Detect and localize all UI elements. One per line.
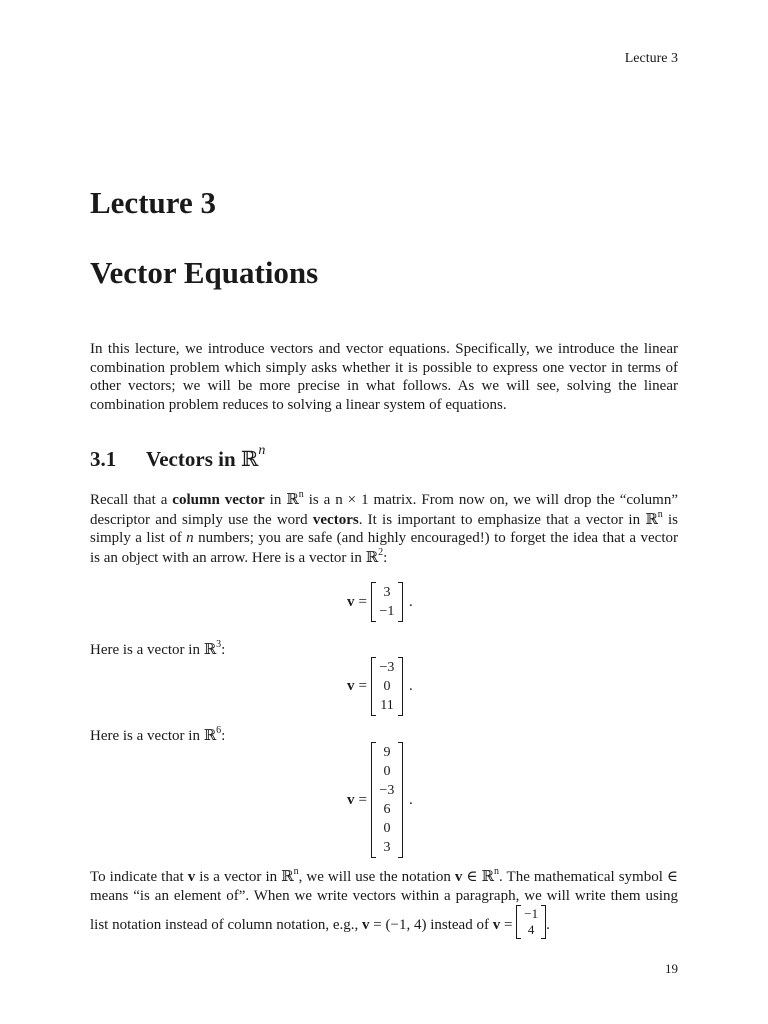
matrix-entry: 0	[383, 764, 391, 779]
label-r6: Here is a vector in ℝ$^6$:	[90, 725, 226, 744]
page-number: 19	[665, 961, 678, 976]
running-head: Lecture 3	[624, 51, 678, 66]
chapter-title: Vector Equations	[90, 255, 319, 290]
column-matrix	[371, 582, 403, 622]
section-number: 3.1	[90, 447, 117, 471]
term-vectors: vectors	[312, 511, 359, 528]
equation-vector-r6: v = 9 0 −3 6 0 3 .	[347, 742, 413, 858]
intro-paragraph: In this lecture, we introduce vectors and vector equations. Specifically, we introduce the linear combination problem which simply asks whether it is possible to express one vector in terms of other vectors; we will be more precise in what follows. As we will see, solving the linear combination problem reduces to solving a linear system of equations.	[90, 341, 678, 413]
matrix-entry: 6	[383, 802, 391, 817]
column-vector-paragraph: Recall that a column vector in ℝ$^n$ is a n × 1 matrix. From now on, we will drop the “column” descriptor and simply use the word vectors. It is important to emphasize that a vector in ℝ$^n$ is simply a list of n numbers; you are safe (and highly encouraged!) to forget the idea that a vector is an object with an arrow. Here is a vector in ℝ$^2$:	[90, 489, 678, 566]
matrix-entry: 3	[383, 585, 391, 600]
equation-vector-r3: v = −3 0 11 .	[347, 657, 413, 716]
term-column-vector: column vector	[172, 492, 265, 508]
equation-vector-r2: v = 3 −1 .	[347, 582, 413, 622]
notation-paragraph: To indicate that v is a vector in ℝ$^n$, we will use the notation v ∈ ℝ$^n$. The mathematical symbol ∈ means “is an element of”. When we write vectors within a paragraph, we will write them using list notation instead of column notation, e.g., v = (−1, 4) instead of v = −1 4 .	[90, 866, 679, 938]
matrix-entry: 11	[380, 698, 394, 713]
section-title: Vectors in ℝ$^n$	[146, 443, 266, 471]
matrix-entry: 0	[383, 821, 391, 836]
matrix-entry: 0	[383, 679, 391, 694]
lecture-title: Lecture 3	[90, 185, 216, 220]
label-r3: Here is a vector in ℝ$^3$:	[90, 639, 226, 658]
matrix-entry: −3	[379, 783, 395, 798]
matrix-entry: 4	[527, 922, 535, 938]
section-heading	[90, 443, 266, 471]
column-matrix	[371, 657, 403, 716]
matrix-entry: −1	[379, 604, 395, 619]
column-matrix	[371, 742, 403, 858]
inline-column-matrix	[516, 905, 546, 939]
matrix-entry: −1	[524, 906, 539, 922]
matrix-entry: 9	[383, 745, 391, 760]
matrix-entry: 3	[383, 840, 391, 855]
matrix-entry: −3	[379, 660, 395, 675]
